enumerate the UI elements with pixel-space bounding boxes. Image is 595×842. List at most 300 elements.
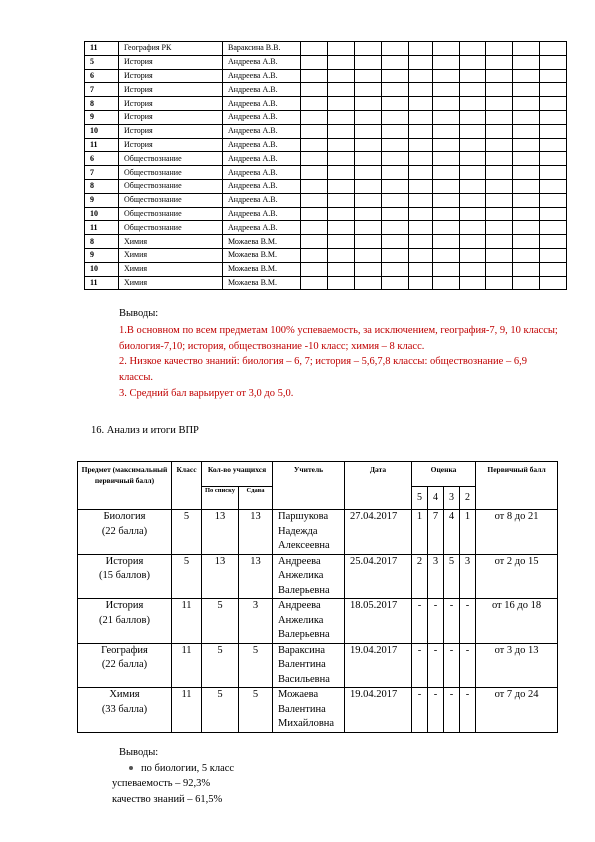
empty-cell xyxy=(355,166,382,180)
empty-cell xyxy=(486,221,513,235)
empty-cell xyxy=(540,235,567,249)
empty-cell xyxy=(328,55,355,69)
subject-name: География xyxy=(101,644,148,656)
wrote-cell: 13 xyxy=(239,510,273,555)
empty-cell xyxy=(513,248,540,262)
grade3-cell: 4 xyxy=(444,510,460,555)
empty-cell xyxy=(486,207,513,221)
grade2-cell: - xyxy=(460,643,476,688)
teacher-cell: Можаева Валентина Михайловна xyxy=(273,688,345,733)
grade2-cell: 3 xyxy=(460,554,476,599)
wrote-cell: 3 xyxy=(239,599,273,644)
empty-cell xyxy=(540,69,567,83)
header-students: Кол-во учащихся xyxy=(202,462,273,487)
class-cell: 5 xyxy=(172,510,202,555)
empty-cell xyxy=(355,138,382,152)
grade4-cell: 7 xyxy=(428,510,444,555)
table-row xyxy=(78,643,558,688)
table-row xyxy=(85,83,567,97)
empty-cell xyxy=(409,97,433,111)
empty-cell xyxy=(301,235,328,249)
grade-cell: 8 xyxy=(85,179,119,193)
list-cell: 5 xyxy=(202,643,239,688)
grade4-cell: - xyxy=(428,599,444,644)
empty-cell xyxy=(513,276,540,290)
conclusion-item-1: 1.В основном по всем предметам 100% успеваемость, за исключением, география-7, 9, 10 классы; биология-7,10; история, обществознание -10 класс; химия – 8 класс. xyxy=(119,324,558,352)
empty-cell xyxy=(301,83,328,97)
empty-cell xyxy=(409,69,433,83)
table-row xyxy=(85,179,567,193)
empty-cell xyxy=(433,83,460,97)
header-class: Класс xyxy=(172,462,202,510)
teacher-cell: Можаева В.М. xyxy=(223,248,301,262)
table-row xyxy=(78,510,558,555)
header-grade-5: 5 xyxy=(412,487,428,510)
primary-cell: от 7 до 24 xyxy=(476,688,558,733)
subject-cell: Обществознание xyxy=(119,221,223,235)
grade-cell: 9 xyxy=(85,110,119,124)
empty-cell xyxy=(328,235,355,249)
subject-name: Химия xyxy=(109,689,140,700)
empty-cell xyxy=(355,152,382,166)
subject-cell: Химия xyxy=(119,248,223,262)
header-date: Дата xyxy=(345,462,412,510)
empty-cell xyxy=(513,166,540,180)
table-row xyxy=(85,69,567,83)
empty-cell xyxy=(328,179,355,193)
subject-cell: Обществознание xyxy=(119,207,223,221)
empty-cell xyxy=(328,42,355,56)
date-cell: 18.05.2017 xyxy=(345,599,412,644)
grade5-cell: 1 xyxy=(412,510,428,555)
empty-cell xyxy=(301,207,328,221)
grade-cell: 11 xyxy=(85,221,119,235)
empty-cell xyxy=(355,179,382,193)
wrote-cell: 13 xyxy=(239,554,273,599)
subject-cell: История xyxy=(119,110,223,124)
empty-cell xyxy=(513,110,540,124)
empty-cell xyxy=(301,193,328,207)
grade4-cell: - xyxy=(428,643,444,688)
empty-cell xyxy=(460,138,486,152)
empty-cell xyxy=(382,124,409,138)
empty-cell xyxy=(513,69,540,83)
empty-cell xyxy=(460,276,486,290)
grade-cell: 6 xyxy=(85,69,119,83)
empty-cell xyxy=(460,207,486,221)
subject-cell xyxy=(78,643,172,688)
empty-cell xyxy=(540,207,567,221)
header-subject: Предмет (максимальный первичный балл) xyxy=(78,462,172,510)
date-cell: 25.04.2017 xyxy=(345,554,412,599)
teacher-cell: Андреева А.В. xyxy=(223,221,301,235)
empty-cell xyxy=(301,124,328,138)
empty-cell xyxy=(301,179,328,193)
empty-cell xyxy=(355,42,382,56)
empty-cell xyxy=(486,235,513,249)
empty-cell xyxy=(382,138,409,152)
empty-cell xyxy=(540,110,567,124)
empty-cell xyxy=(460,248,486,262)
empty-cell xyxy=(301,276,328,290)
empty-cell xyxy=(355,69,382,83)
empty-cell xyxy=(355,193,382,207)
empty-cell xyxy=(513,55,540,69)
table-row xyxy=(85,276,567,290)
empty-cell xyxy=(301,138,328,152)
empty-cell xyxy=(540,97,567,111)
empty-cell xyxy=(382,179,409,193)
empty-cell xyxy=(409,179,433,193)
table-row xyxy=(85,124,567,138)
teacher-cell: Андреева А.В. xyxy=(223,97,301,111)
grade2-cell: - xyxy=(460,599,476,644)
teacher-cell: Андреева А.В. xyxy=(223,55,301,69)
empty-cell xyxy=(513,179,540,193)
empty-cell xyxy=(460,124,486,138)
empty-cell xyxy=(301,42,328,56)
subject-cell: История xyxy=(119,97,223,111)
empty-cell xyxy=(433,124,460,138)
grade-cell: 10 xyxy=(85,124,119,138)
primary-cell: от 3 до 13 xyxy=(476,643,558,688)
wrote-cell: 5 xyxy=(239,643,273,688)
subject-cell: Обществознание xyxy=(119,166,223,180)
empty-cell xyxy=(433,179,460,193)
table-row xyxy=(85,235,567,249)
empty-cell xyxy=(301,97,328,111)
empty-cell xyxy=(328,97,355,111)
empty-cell xyxy=(409,124,433,138)
empty-cell xyxy=(513,152,540,166)
empty-cell xyxy=(433,166,460,180)
empty-cell xyxy=(433,235,460,249)
empty-cell xyxy=(409,42,433,56)
subject-points: (33 балла) xyxy=(101,703,148,715)
teacher-cell: Андреева А.В. xyxy=(223,83,301,97)
empty-cell xyxy=(355,207,382,221)
empty-cell xyxy=(328,262,355,276)
subject-cell: Обществознание xyxy=(119,179,223,193)
empty-cell xyxy=(328,221,355,235)
empty-cell xyxy=(409,221,433,235)
table-row xyxy=(78,554,558,599)
subject-cell xyxy=(78,688,172,733)
empty-cell xyxy=(328,69,355,83)
empty-cell xyxy=(328,152,355,166)
empty-cell xyxy=(301,248,328,262)
empty-cell xyxy=(460,152,486,166)
table-row xyxy=(78,688,558,733)
empty-cell xyxy=(409,276,433,290)
subject-name: История xyxy=(105,555,144,567)
subject-points: (22 балла) xyxy=(101,659,148,670)
subject-name: История xyxy=(105,600,144,611)
teacher-cell: Андреева А.В. xyxy=(223,138,301,152)
empty-cell xyxy=(355,248,382,262)
empty-cell xyxy=(513,138,540,152)
grade-cell: 8 xyxy=(85,97,119,111)
header-grades: Оценка xyxy=(412,462,476,487)
grade3-cell: - xyxy=(444,599,460,644)
empty-cell xyxy=(409,110,433,124)
empty-cell xyxy=(328,193,355,207)
teacher-cell: Вараксина В.В. xyxy=(223,42,301,56)
empty-cell xyxy=(433,248,460,262)
empty-cell xyxy=(328,83,355,97)
table-row xyxy=(85,55,567,69)
table-row xyxy=(85,248,567,262)
empty-cell xyxy=(301,69,328,83)
empty-cell xyxy=(301,221,328,235)
empty-cell xyxy=(433,138,460,152)
empty-cell xyxy=(486,193,513,207)
teacher-cell: Вараксина Валентина Васильевна xyxy=(273,643,345,688)
empty-cell xyxy=(486,138,513,152)
empty-cell xyxy=(409,262,433,276)
table-row xyxy=(85,138,567,152)
empty-cell xyxy=(409,138,433,152)
section-title: 16. Анализ и итоги ВПР xyxy=(91,425,199,436)
empty-cell xyxy=(540,42,567,56)
empty-cell xyxy=(355,276,382,290)
empty-cell xyxy=(460,97,486,111)
grade-cell: 11 xyxy=(85,276,119,290)
empty-cell xyxy=(355,124,382,138)
table-row xyxy=(85,193,567,207)
subjects-teachers-table xyxy=(84,41,567,290)
subject-points: (21 баллов) xyxy=(99,614,150,626)
conclusions-heading: Выводы: xyxy=(119,308,159,319)
empty-cell xyxy=(433,110,460,124)
empty-cell xyxy=(433,262,460,276)
empty-cell xyxy=(460,55,486,69)
empty-cell xyxy=(460,235,486,249)
empty-cell xyxy=(513,124,540,138)
empty-cell xyxy=(355,83,382,97)
subject-cell: Обществознание xyxy=(119,193,223,207)
empty-cell xyxy=(382,110,409,124)
grade5-cell: - xyxy=(412,688,428,733)
table-row xyxy=(85,152,567,166)
grade4-cell: - xyxy=(428,688,444,733)
subject-name: Биология xyxy=(103,511,146,522)
empty-cell xyxy=(486,83,513,97)
teacher-cell: Можаева В.М. xyxy=(223,235,301,249)
empty-cell xyxy=(513,221,540,235)
empty-cell xyxy=(328,138,355,152)
grade-cell: 9 xyxy=(85,193,119,207)
teacher-cell: Андреева А.В. xyxy=(223,152,301,166)
grade-cell: 9 xyxy=(85,248,119,262)
subject-points: (22 балла) xyxy=(101,525,148,537)
empty-cell xyxy=(540,276,567,290)
empty-cell xyxy=(433,42,460,56)
empty-cell xyxy=(486,42,513,56)
grade-cell: 5 xyxy=(85,55,119,69)
empty-cell xyxy=(460,110,486,124)
empty-cell xyxy=(460,166,486,180)
teacher-cell: Андреева Анжелика Валерьевна xyxy=(273,599,345,644)
primary-cell: от 2 до 15 xyxy=(476,554,558,599)
conclusions-block xyxy=(119,306,559,402)
empty-cell xyxy=(355,110,382,124)
empty-cell xyxy=(486,124,513,138)
subject-cell: География РК xyxy=(119,42,223,56)
empty-cell xyxy=(513,42,540,56)
empty-cell xyxy=(382,42,409,56)
empty-cell xyxy=(486,152,513,166)
empty-cell xyxy=(486,55,513,69)
grade3-cell: - xyxy=(444,643,460,688)
empty-cell xyxy=(460,179,486,193)
grade5-cell: - xyxy=(412,643,428,688)
table-row xyxy=(85,110,567,124)
empty-cell xyxy=(486,276,513,290)
empty-cell xyxy=(540,221,567,235)
header-teacher: Учитель xyxy=(273,462,345,510)
empty-cell xyxy=(355,221,382,235)
empty-cell xyxy=(486,69,513,83)
empty-cell xyxy=(382,221,409,235)
empty-cell xyxy=(409,235,433,249)
table-row xyxy=(85,221,567,235)
subject-cell: Химия xyxy=(119,235,223,249)
class-cell: 11 xyxy=(172,599,202,644)
empty-cell xyxy=(460,221,486,235)
grade5-cell: 2 xyxy=(412,554,428,599)
teacher-cell: Андреева А.В. xyxy=(223,179,301,193)
header-grade-3: 3 xyxy=(444,487,460,510)
empty-cell xyxy=(486,166,513,180)
empty-cell xyxy=(409,152,433,166)
header-students-list: По списку xyxy=(202,487,239,510)
empty-cell xyxy=(433,193,460,207)
empty-cell xyxy=(382,276,409,290)
empty-cell xyxy=(382,55,409,69)
empty-cell xyxy=(328,276,355,290)
table-row xyxy=(78,599,558,644)
empty-cell xyxy=(486,262,513,276)
empty-cell xyxy=(382,262,409,276)
conclusion-item-3: 3. Средний бал варьирует от 3,0 до 5,0. xyxy=(119,387,294,399)
grade-cell: 7 xyxy=(85,166,119,180)
empty-cell xyxy=(460,42,486,56)
empty-cell xyxy=(328,248,355,262)
empty-cell xyxy=(355,235,382,249)
subject-cell: Химия xyxy=(119,276,223,290)
empty-cell xyxy=(433,55,460,69)
empty-cell xyxy=(486,97,513,111)
grade-cell: 7 xyxy=(85,83,119,97)
table-row xyxy=(85,97,567,111)
grade-cell: 8 xyxy=(85,235,119,249)
list-cell: 13 xyxy=(202,554,239,599)
empty-cell xyxy=(301,262,328,276)
empty-cell xyxy=(540,83,567,97)
empty-cell xyxy=(382,97,409,111)
empty-cell xyxy=(460,83,486,97)
conclusions-2-block xyxy=(112,745,235,807)
empty-cell xyxy=(301,55,328,69)
empty-cell xyxy=(540,248,567,262)
empty-cell xyxy=(328,110,355,124)
teacher-cell: Паршукова Надежда Алексеевна xyxy=(273,510,345,555)
subject-cell: История xyxy=(119,55,223,69)
grade2-cell: 1 xyxy=(460,510,476,555)
empty-cell xyxy=(540,193,567,207)
grade-cell: 11 xyxy=(85,138,119,152)
class-cell: 5 xyxy=(172,554,202,599)
empty-cell xyxy=(409,193,433,207)
empty-cell xyxy=(382,207,409,221)
empty-cell xyxy=(409,83,433,97)
empty-cell xyxy=(355,97,382,111)
empty-cell xyxy=(540,179,567,193)
empty-cell xyxy=(486,110,513,124)
grade-cell: 10 xyxy=(85,262,119,276)
subject-cell: Обществознание xyxy=(119,152,223,166)
header-primary: Первичный балл xyxy=(476,462,558,510)
subject-cell: История xyxy=(119,138,223,152)
empty-cell xyxy=(433,276,460,290)
bullet-icon xyxy=(129,766,133,770)
empty-cell xyxy=(433,207,460,221)
grade-cell: 11 xyxy=(85,42,119,56)
empty-cell xyxy=(301,166,328,180)
teacher-cell: Можаева В.М. xyxy=(223,262,301,276)
empty-cell xyxy=(513,83,540,97)
empty-cell xyxy=(433,69,460,83)
empty-cell xyxy=(540,166,567,180)
subject-cell: История xyxy=(119,83,223,97)
subject-cell: История xyxy=(119,124,223,138)
subject-cell xyxy=(78,510,172,555)
teacher-cell: Андреева А.В. xyxy=(223,207,301,221)
empty-cell xyxy=(513,262,540,276)
list-cell: 5 xyxy=(202,599,239,644)
empty-cell xyxy=(486,179,513,193)
empty-cell xyxy=(355,262,382,276)
empty-cell xyxy=(513,207,540,221)
table-row xyxy=(85,207,567,221)
empty-cell xyxy=(540,124,567,138)
empty-cell xyxy=(540,55,567,69)
header-grade-4: 4 xyxy=(428,487,444,510)
teacher-cell: Андреева Анжелика Валерьевна xyxy=(273,554,345,599)
success-rate: успеваемость – 92,3% xyxy=(112,778,211,789)
table-row xyxy=(85,166,567,180)
table-row xyxy=(85,262,567,276)
empty-cell xyxy=(460,262,486,276)
grade3-cell: 5 xyxy=(444,554,460,599)
grade4-cell: 3 xyxy=(428,554,444,599)
bullet-item: по биологии, 5 класс xyxy=(119,761,234,777)
header-students-wrote: Сдава xyxy=(239,487,273,510)
date-cell: 19.04.2017 xyxy=(345,688,412,733)
class-cell: 11 xyxy=(172,688,202,733)
empty-cell xyxy=(301,152,328,166)
empty-cell xyxy=(328,207,355,221)
empty-cell xyxy=(433,152,460,166)
empty-cell xyxy=(328,124,355,138)
empty-cell xyxy=(513,235,540,249)
teacher-cell: Андреева А.В. xyxy=(223,124,301,138)
subject-cell: История xyxy=(119,69,223,83)
wrote-cell: 5 xyxy=(239,688,273,733)
teacher-cell: Андреева А.В. xyxy=(223,193,301,207)
subject-points: (15 баллов) xyxy=(99,570,150,581)
